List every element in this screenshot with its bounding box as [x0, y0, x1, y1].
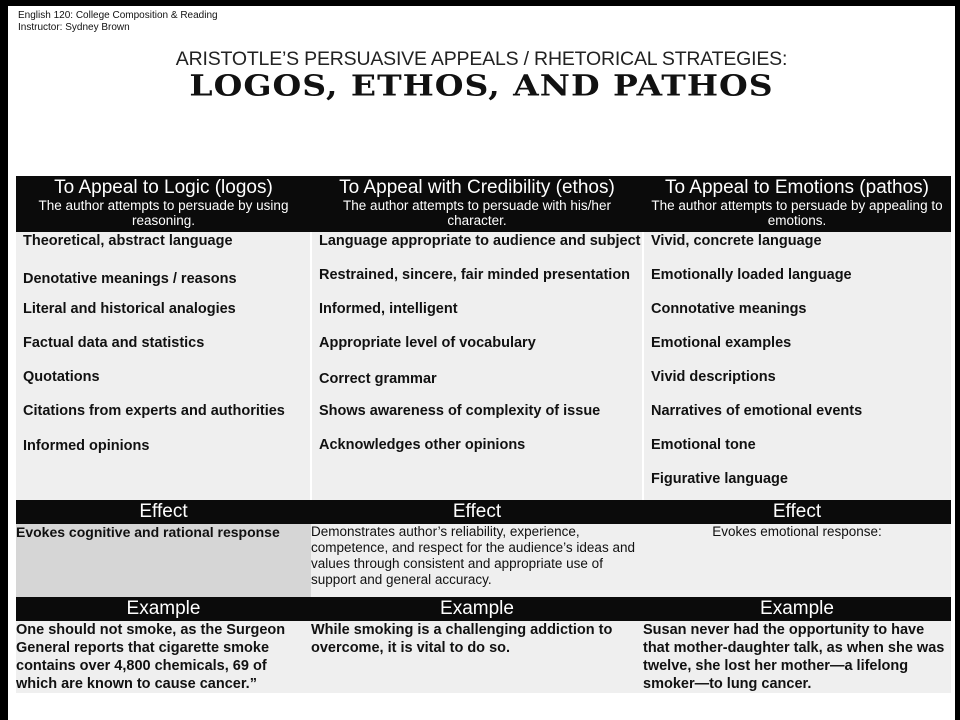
items-row: [16, 232, 951, 500]
ethos-header: [311, 176, 643, 232]
logos-header: [16, 176, 311, 232]
example-label: Example: [643, 597, 951, 621]
page-subtitle: LOGOS, ETHOS, AND PATHOS: [189, 68, 774, 103]
list-item: Shows awareness of complexity of issue: [319, 403, 601, 419]
column-heading: To Appeal to Logic (logos): [54, 177, 273, 198]
example-row: [16, 621, 951, 693]
effect-label: Effect: [643, 500, 951, 524]
effect-label: Effect: [16, 500, 311, 524]
list-item: Theoretical, abstract language: [23, 233, 233, 249]
header-row: [16, 176, 951, 232]
example-label: Example: [311, 597, 643, 621]
effect-header-row: [16, 500, 951, 524]
list-item: Acknowledges other opinions: [319, 437, 526, 453]
column-subheading: The author attempts to persuade by using reasoning.: [38, 198, 289, 228]
list-item: Restrained, sincere, fair minded presentation: [319, 267, 631, 283]
list-item: Informed opinions: [23, 438, 150, 454]
list-item: Narratives of emotional events: [651, 403, 863, 419]
course-title: English 120: College Composition & Reading: [18, 10, 218, 21]
pathos-items: [643, 232, 951, 500]
list-item: Figurative language: [651, 471, 788, 487]
column-heading: To Appeal to Emotions (pathos): [664, 177, 930, 198]
list-item: Appropriate level of vocabulary: [319, 335, 536, 351]
list-item: Connotative meanings: [651, 301, 807, 317]
pathos-header: [643, 176, 951, 232]
list-item: Citations from experts and authorities: [23, 403, 285, 419]
course-info: [18, 10, 218, 34]
column-subheading: The author attempts to persuade with his/her character.: [343, 198, 611, 228]
list-item: Vivid, concrete language: [651, 233, 822, 249]
list-item: Denotative meanings / reasons: [23, 271, 237, 287]
appeals-table: [16, 176, 951, 693]
list-item: Literal and historical analogies: [23, 301, 236, 317]
effect-row: [16, 524, 951, 597]
list-item: Emotional tone: [651, 437, 756, 453]
list-item: Informed, intelligent: [319, 301, 458, 317]
ethos-example: While smoking is a challenging addiction to overcome, it is vital to do so.: [311, 621, 643, 693]
list-item: Correct grammar: [319, 371, 437, 387]
pathos-example: Susan never had the opportunity to have that mother-daughter talk, as when she was twelve, she lost her mother—a lifelong smoker—to lung cancer.: [643, 621, 951, 693]
column-subheading: The author attempts to persuade by appealing to emotions.: [651, 198, 943, 228]
logos-items: [16, 232, 311, 500]
document-page: [8, 6, 955, 720]
ethos-items: [311, 232, 643, 500]
list-item: Vivid descriptions: [651, 369, 776, 385]
effect-label: Effect: [311, 500, 643, 524]
logos-effect: Evokes cognitive and rational response: [16, 524, 311, 597]
logos-example: One should not smoke, as the Surgeon General reports that cigarette smoke contains over 4,800 chemicals, 69 of which are known to cause cancer.”: [16, 621, 311, 693]
list-item: Quotations: [23, 369, 100, 385]
list-item: Emotional examples: [651, 335, 792, 351]
pathos-effect: Evokes emotional response:: [643, 524, 951, 597]
ethos-effect: Demonstrates author’s reliability, experience, competence, and respect for the audience’s ideas and values through consistent and appropriate use of support and general accuracy.: [311, 524, 643, 597]
instructor-name: Instructor: Sydney Brown: [18, 22, 130, 33]
example-label: Example: [16, 597, 311, 621]
list-item: Language appropriate to audience and subject: [319, 233, 641, 249]
column-heading: To Appeal with Credibility (ethos): [339, 177, 615, 198]
page-title: ARISTOTLE’S PERSUASIVE APPEALS / RHETORICAL STRATEGIES:: [175, 48, 788, 70]
list-item: Factual data and statistics: [23, 335, 205, 351]
list-item: Emotionally loaded language: [651, 267, 852, 283]
example-header-row: [16, 597, 951, 621]
